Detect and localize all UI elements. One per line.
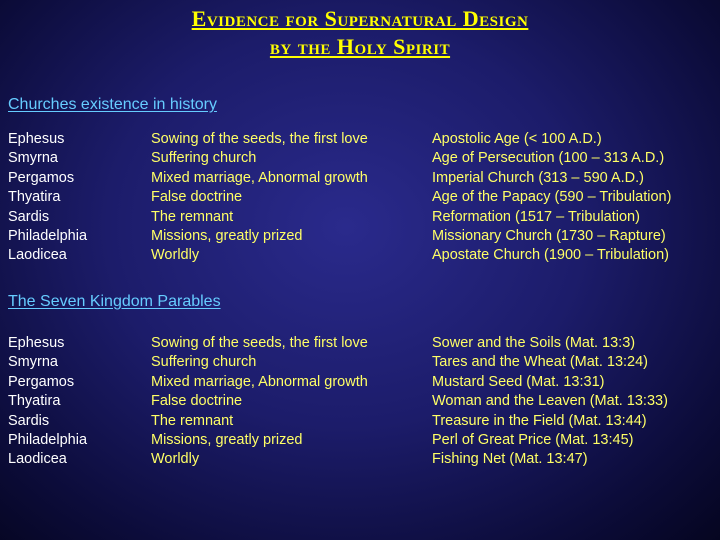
church-name: Ephesus (8, 131, 65, 147)
church-name: Philadelphia (8, 432, 88, 449)
church-name: Ephesus (8, 335, 65, 351)
church-name: Laodicea (8, 451, 67, 468)
church-name: Thyatira (8, 393, 61, 410)
church-meanings-list (151, 130, 368, 266)
church-meaning: Mixed marriage, Abnormal growth (151, 169, 368, 186)
kingdom-parable: Tares and the Wheat (Mat. 13:24) (432, 354, 648, 371)
church-meaning: Worldly (151, 247, 200, 264)
church-name: Laodicea (8, 247, 67, 264)
church-meaning: Suffering church (151, 150, 257, 167)
kingdom-parable: Fishing Net (Mat. 13:47) (432, 451, 588, 468)
church-names-list (8, 334, 87, 470)
slide-title: Evidence for Supernatural Design (191, 6, 529, 31)
church-name: Sardis (8, 412, 50, 429)
church-age: Apostate Church (1900 – Tribulation) (432, 247, 669, 264)
church-age: Age of Persecution (100 – 313 A.D.) (432, 150, 665, 167)
church-meaning: The remnant (151, 208, 234, 225)
church-ages-list (432, 130, 671, 266)
church-meaning: Mixed marriage, Abnormal growth (151, 373, 368, 390)
church-name: Philadelphia (8, 228, 88, 245)
church-meaning: The remnant (151, 412, 234, 429)
kingdom-parable: Sower and the Soils (Mat. 13:3) (432, 335, 636, 351)
kingdom-parables-list (432, 334, 668, 470)
kingdom-parable: Mustard Seed (Mat. 13:31) (432, 373, 605, 390)
church-meaning: Missions, greatly prized (151, 228, 303, 245)
church-meaning: Sowing of the seeds, the first love (151, 131, 368, 147)
church-names-list (8, 130, 87, 266)
kingdom-parable: Woman and the Leaven (Mat. 13:33) (432, 393, 668, 410)
church-age: Reformation (1517 – Tribulation) (432, 208, 640, 225)
church-age: Apostolic Age (< 100 A.D.) (432, 131, 602, 147)
church-meaning: False doctrine (151, 393, 243, 410)
church-meaning: Worldly (151, 451, 200, 468)
church-name: Smyrna (8, 150, 58, 167)
kingdom-parable: Treasure in the Field (Mat. 13:44) (432, 412, 647, 429)
church-meaning: Missions, greatly prized (151, 432, 303, 449)
kingdom-parable: Perl of Great Price (Mat. 13:45) (432, 432, 634, 449)
church-age: Age of the Papacy (590 – Tribulation) (432, 189, 672, 206)
slide-subtitle: by the Holy Spirit (269, 34, 451, 59)
church-meanings-list (151, 334, 368, 470)
church-name: Smyrna (8, 354, 58, 371)
church-name: Sardis (8, 208, 50, 225)
section-heading-churches-history: Churches existence in history (8, 96, 217, 113)
church-meaning: Sowing of the seeds, the first love (151, 335, 368, 351)
church-name: Pergamos (8, 373, 75, 390)
church-age: Imperial Church (313 – 590 A.D.) (432, 169, 644, 186)
church-name: Pergamos (8, 169, 75, 186)
section-heading-kingdom-parables: The Seven Kingdom Parables (8, 293, 221, 310)
church-name: Thyatira (8, 189, 61, 206)
church-meaning: False doctrine (151, 189, 243, 206)
church-age: Missionary Church (1730 – Rapture) (432, 228, 666, 245)
church-meaning: Suffering church (151, 354, 257, 371)
